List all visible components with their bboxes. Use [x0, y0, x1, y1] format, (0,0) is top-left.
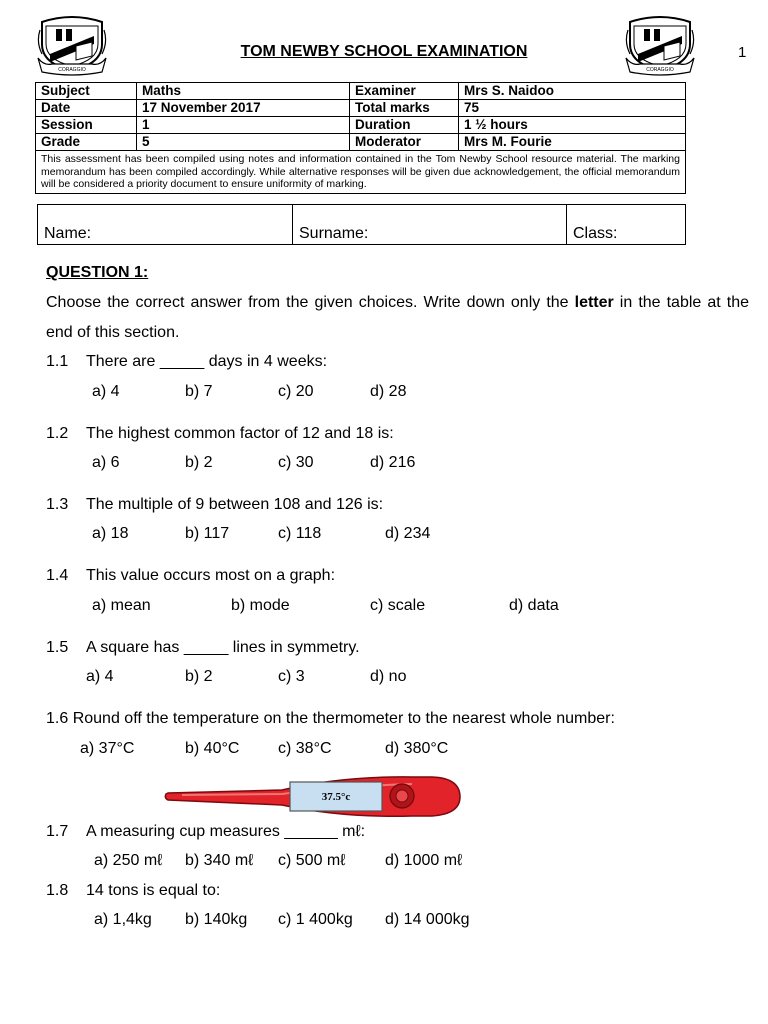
info-label: Subject	[36, 83, 137, 100]
student-details-table	[37, 204, 686, 245]
question-text: The multiple of 9 between 108 and 126 is:	[86, 496, 384, 513]
question-number: 1.6	[46, 710, 69, 727]
instruction-bold: letter	[574, 294, 614, 311]
info-label: Examiner	[350, 83, 459, 100]
info-row	[36, 134, 686, 151]
info-label: Session	[36, 117, 137, 134]
answer-option[interactable]: d) data	[509, 597, 559, 614]
answer-option[interactable]: b) 117	[185, 525, 230, 542]
answer-option[interactable]: d) 216	[370, 454, 416, 471]
question-instructions	[46, 288, 749, 348]
question-number: 1.4	[46, 567, 69, 584]
info-value: 1	[137, 117, 350, 134]
answer-option[interactable]: a) 250 mℓ	[94, 852, 163, 869]
question-text: The highest common factor of 12 and 18 is:	[86, 425, 394, 442]
question-title: QUESTION 1:	[46, 264, 149, 281]
answer-option[interactable]: a) 4	[92, 383, 120, 400]
instruction-text: Choose the correct answer from the given choices. Write down only the	[46, 294, 575, 311]
answer-option[interactable]: d) no	[370, 668, 407, 685]
answer-option[interactable]: c) 118	[278, 525, 322, 542]
name-field[interactable]: Name:	[38, 205, 293, 245]
crest-motto: CORAGGIO	[646, 67, 674, 73]
answer-option[interactable]: d) 1000 mℓ	[385, 852, 463, 869]
answer-option[interactable]: a) 6	[92, 454, 120, 471]
answer-option[interactable]: c) 38°C	[278, 740, 332, 757]
answer-option[interactable]: d) 380°C	[385, 740, 449, 757]
question-text: 14 tons is equal to:	[86, 882, 221, 899]
question-number: 1.7	[46, 823, 69, 840]
answer-option[interactable]: b) mode	[231, 597, 290, 614]
answer-option[interactable]: c) 500 mℓ	[278, 852, 346, 869]
answer-option[interactable]: c) 20	[278, 383, 314, 400]
thermometer-reading: 37.5°c	[321, 791, 351, 803]
info-row	[36, 100, 686, 117]
question-number: 1.8	[46, 882, 69, 899]
info-value: 75	[459, 100, 686, 117]
info-value: Mrs M. Fourie	[459, 134, 686, 151]
question-text: A measuring cup measures ______ mℓ:	[86, 823, 366, 840]
answer-option[interactable]: a) 4	[86, 668, 114, 685]
info-row	[36, 83, 686, 100]
answer-option[interactable]: a) 37°C	[80, 740, 135, 757]
answer-option[interactable]: c) 1 400kg	[278, 911, 353, 928]
answer-option[interactable]: a) 18	[92, 525, 129, 542]
answer-option[interactable]: a) mean	[92, 597, 151, 614]
question-number: 1.3	[46, 496, 69, 513]
answer-option[interactable]: a) 1,4kg	[94, 911, 152, 928]
answer-option[interactable]: c) 3	[278, 668, 305, 685]
page-number: 1	[738, 44, 747, 61]
info-label: Moderator	[350, 134, 459, 151]
exam-info-table	[35, 82, 686, 194]
answer-option[interactable]: b) 2	[185, 668, 213, 685]
question-number: 1.2	[46, 425, 69, 442]
question-text: A square has _____ lines in symmetry.	[86, 639, 360, 656]
thermometer-illustration	[162, 772, 464, 822]
class-field[interactable]: Class:	[567, 205, 686, 245]
info-value: 17 November 2017	[137, 100, 350, 117]
assessment-note: This assessment has been compiled using notes and information contained in the Tom Newby School resource material. The marking memorandum has been compiled accordingly. While alternative responses will be given due acknowledgement, the official memorandum will be considered a priority document to ensure uniformity of marking.	[36, 151, 686, 194]
answer-option[interactable]: c) scale	[370, 597, 426, 614]
instruction-text: in the table at the end of this section.	[46, 294, 750, 341]
answer-option[interactable]: d) 14 000kg	[385, 911, 470, 928]
question-item-1-6	[46, 710, 615, 728]
question-text: Round off the temperature on the thermometer to the nearest whole number:	[72, 710, 615, 727]
answer-option[interactable]: b) 7	[185, 383, 213, 400]
question-number: 1.1	[46, 353, 69, 370]
answer-option[interactable]: b) 2	[185, 454, 213, 471]
answer-option[interactable]: b) 140kg	[185, 911, 248, 928]
question-text: This value occurs most on a graph:	[86, 567, 336, 584]
info-value: Mrs S. Naidoo	[459, 83, 686, 100]
surname-field[interactable]: Surname:	[293, 205, 567, 245]
answer-option[interactable]: b) 40°C	[185, 740, 240, 757]
answer-option[interactable]: d) 28	[370, 383, 407, 400]
info-row	[36, 117, 686, 134]
info-label: Total marks	[350, 100, 459, 117]
question-number: 1.5	[46, 639, 69, 656]
info-label: Duration	[350, 117, 459, 134]
info-value: 5	[137, 134, 350, 151]
question-text: There are _____ days in 4 weeks:	[86, 353, 328, 370]
info-value: 1 ½ hours	[459, 117, 686, 134]
question-item	[46, 353, 68, 371]
answer-option[interactable]: d) 234	[385, 525, 431, 542]
answer-option[interactable]: c) 30	[278, 454, 314, 471]
info-value: Maths	[137, 83, 350, 100]
crest-motto: CORAGGIO	[58, 67, 86, 73]
exam-title: TOM NEWBY SCHOOL EXAMINATION	[240, 43, 528, 60]
answer-option[interactable]: b) 340 mℓ	[185, 852, 254, 869]
info-label: Date	[36, 100, 137, 117]
info-label: Grade	[36, 134, 137, 151]
